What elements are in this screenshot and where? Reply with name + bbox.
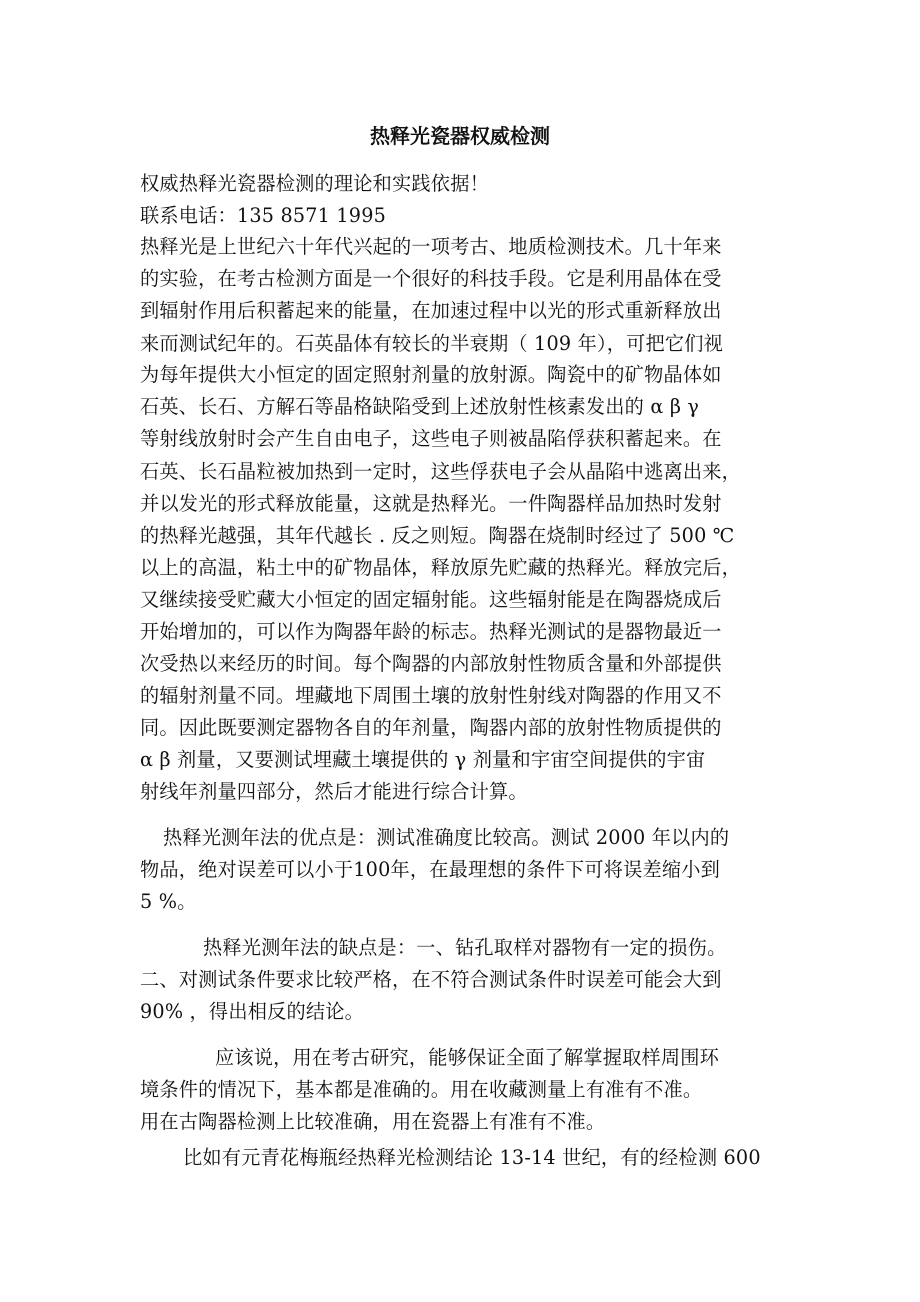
text-line: 等射线放射时会产生自由电子，这些电子则被晶陷俘获积蓄起来。在 (140, 427, 722, 450)
text-line: 二、对测试条件要求比较严格，在不符合测试条件时误差可能会大到 (140, 968, 722, 991)
text-line: 应该说，用在考古研究，能够保证全面了解掌握取样周围环 (215, 1046, 720, 1069)
text-line: 来而测试纪年的。石英晶体有较长的半衰期（ 109 年），可把它们视 (140, 332, 724, 355)
text-line: 用在古陶器检测上比较准确，用在瓷器上有准有不准。 (140, 1110, 606, 1133)
text-line: 5 %。 (140, 890, 197, 913)
text-line: 比如有元青花梅瓶经热释光检测结论 13-14 世纪，有的经检测 600 (183, 1146, 761, 1169)
text-line: 的辐射剂量不同。埋藏地下周围土壤的放射性射线对陶器的作用又不 (140, 684, 722, 707)
text-line: 又继续接受贮藏大小恒定的固定辐射能。这些辐射能是在陶器烧成后 (140, 588, 722, 611)
text-line: 的热释光越强，其年代越长 . 反之则短。陶器在烧制时经过了 500 ℃ (140, 524, 735, 547)
text-line: 同。因此既要测定器物各自的年剂量，陶器内部的放射性物质提供的 (140, 716, 722, 739)
text-line: 射线年剂量四部分，然后才能进行综合计算。 (140, 780, 528, 803)
text-line: 开始增加的，可以作为陶器年龄的标志。热释光测试的是器物最近一 (140, 620, 722, 643)
text-line: 为每年提供大小恒定的固定照射剂量的放射源。陶瓷中的矿物晶体如 (140, 363, 722, 386)
text-line: 石英、长石、方解石等晶格缺陷受到上述放射性核素发出的 α β γ (140, 395, 700, 418)
text-line: 并以发光的形式释放能量，这就是热释光。一件陶器样品加热时发射 (140, 492, 722, 515)
text-line: 权威热释光瓷器检测的理论和实践依据！ (140, 172, 489, 195)
document-title: 热释光瓷器权威检测 (370, 124, 550, 148)
text-line: 以上的高温，粘土中的矿物晶体，释放原先贮藏的热释光。释放完后， (140, 556, 742, 579)
text-line: 境条件的情况下，基本都是准确的。用在收藏测量上有准有不准。 (140, 1078, 703, 1101)
text-line: 到辐射作用后积蓄起来的能量，在加速过程中以光的形式重新释放出 (140, 299, 722, 322)
text-line: 90% ，得出相反的结论。 (140, 1000, 365, 1023)
text-line: α β 剂量，又要测试埋藏土壤提供的 γ 剂量和宇宙空间提供的宇宙 (140, 748, 706, 771)
text-line: 石英、长石晶粒被加热到一定时，这些俘获电子会从晶陷中逃离出来， (140, 460, 742, 483)
text-line: 热释光是上世纪六十年代兴起的一项考古、地质检测技术。几十年来 (140, 235, 722, 258)
text-line: 的实验，在考古检测方面是一个很好的科技手段。它是利用晶体在受 (140, 267, 722, 290)
text-line: 热释光测年法的优点是：测试准确度比较高。测试 2000 年以内的 (163, 826, 730, 849)
text-line: 次受热以来经历的时间。每个陶器的内部放射性物质含量和外部提供 (140, 652, 722, 675)
text-line: 热释光测年法的缺点是：一、钻孔取样对器物有一定的损伤。 (203, 936, 727, 959)
text-line: 联系电话：135 8571 1995 (140, 204, 387, 227)
text-line: 物品，绝对误差可以小于100年，在最理想的条件下可将误差缩小到 (140, 858, 721, 881)
